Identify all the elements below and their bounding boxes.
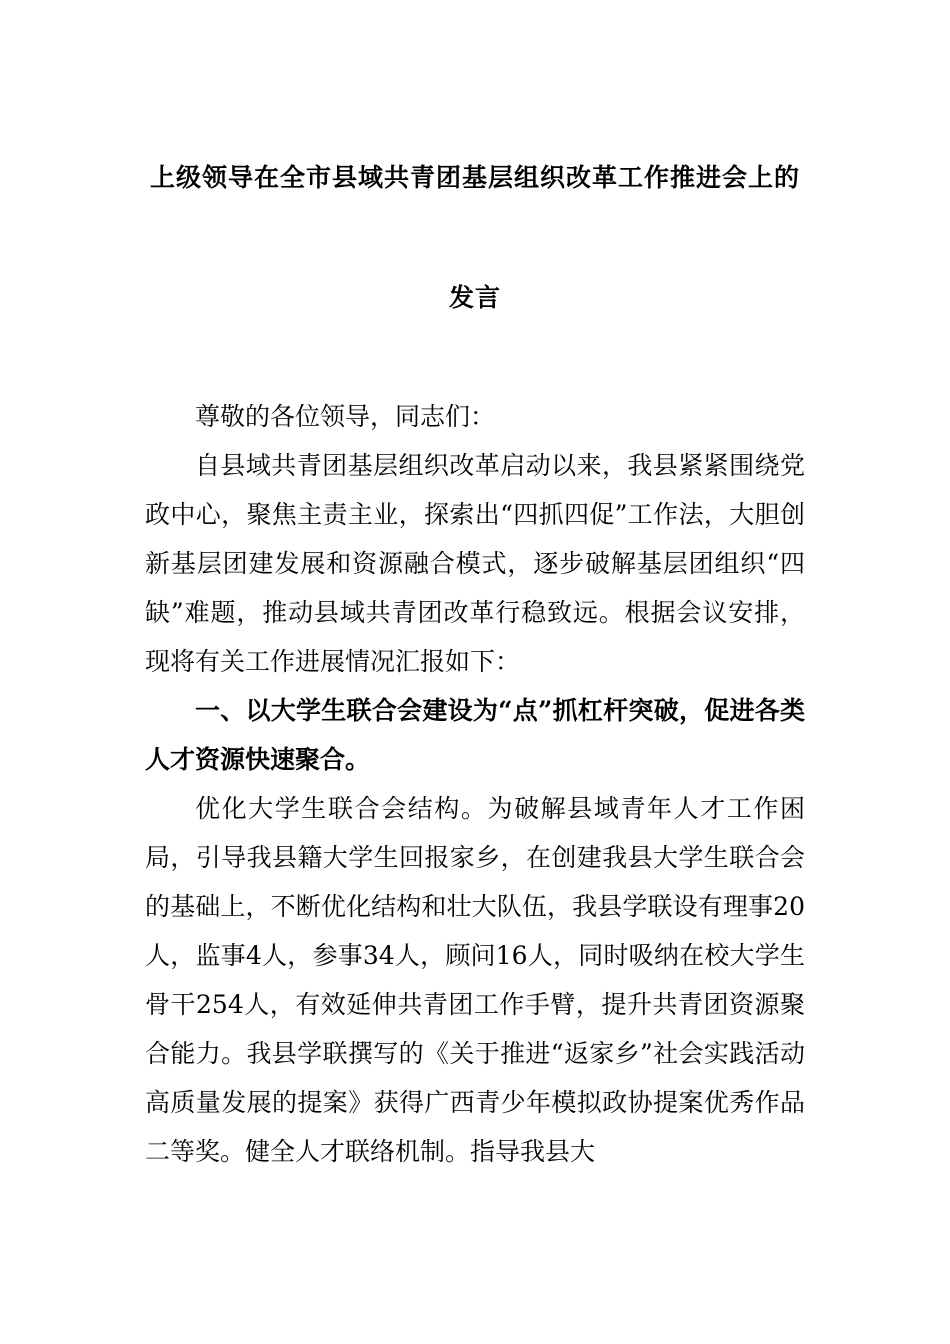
section-heading-1: 一、以大学生联合会建设为“点”抓杠杆突破，促进各类人才资源快速聚合。 (145, 696, 805, 774)
salutation-paragraph: 尊敬的各位领导，同志们： (195, 402, 496, 431)
document-title-line-2: 发言 (448, 283, 501, 312)
document-title-line-1: 上级领导在全市县域共青团基层组织改革工作推进会上的 (149, 163, 800, 192)
document-body (145, 392, 805, 1176)
section-1-paragraph: 优化大学生联合会结构。为破解县域青年人才工作困局，引导我县籍大学生回报家乡，在创建我县大学生联合会的基础上，不断优化结构和壮大队伍，我县学联设有理事20人，监事4人，参事34人，顾问16人，同时吸纳在校大学生骨干254人，有效延伸共青团工作手臂，提升共青团资源聚合能力。我县学联撰写的《关于推进“返家乡”社会实践活动高质量发展的提案》获得广西青少年模拟政协提案优秀作品二等奖。健全人才联络机制。指导我县大 (145, 794, 805, 1166)
intro-paragraph: 自县域共青团基层组织改革启动以来，我县紧紧围绕党政中心，聚焦主责主业，探索出“四抓四促”工作法，大胆创新基层团建发展和资源融合模式，逐步破解基层团组织“四缺”难题，推动县域共青团改革行稳致远。根据会议安排，现将有关工作进展情况汇报如下： (145, 451, 805, 676)
